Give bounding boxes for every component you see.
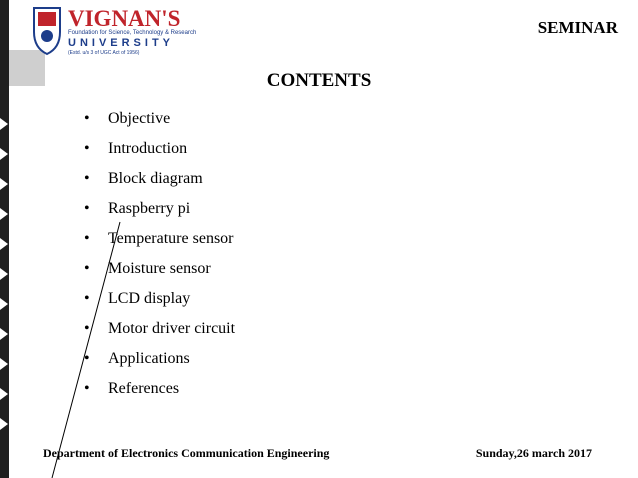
bullet-icon: •	[84, 140, 90, 157]
footer-date: Sunday,26 march 2017	[475, 446, 592, 460]
list-item-text: Moisture sensor	[108, 260, 211, 277]
list-item	[84, 257, 235, 287]
bullet-icon: •	[84, 290, 90, 307]
bullet-icon: •	[84, 110, 90, 127]
list-item-text: Temperature sensor	[108, 230, 234, 247]
list-item-text: References	[108, 380, 180, 397]
list-item	[84, 377, 235, 407]
bullet-icon: •	[84, 350, 90, 367]
slide-title: CONTENTS	[266, 70, 372, 91]
university-logo	[30, 2, 197, 58]
list-item	[84, 137, 235, 167]
svg-text:UNIVERSITY: UNIVERSITY	[68, 37, 175, 49]
list-item-text: Block diagram	[108, 170, 203, 187]
list-item	[84, 197, 235, 227]
seminar-label: SEMINAR	[537, 18, 618, 37]
list-item-text: LCD display	[108, 290, 191, 307]
list-item-text: Motor driver circuit	[108, 320, 236, 337]
list-item	[84, 167, 235, 197]
bullet-icon: •	[84, 230, 90, 247]
contents-list	[84, 107, 235, 407]
list-item	[84, 287, 235, 317]
svg-text:VIGNAN'S: VIGNAN'S	[68, 6, 181, 31]
list-item-text: Applications	[108, 350, 190, 367]
svg-text:(Estd. u/s 3 of UGC Act of 195: (Estd. u/s 3 of UGC Act of 1956)	[68, 50, 140, 56]
list-item	[84, 317, 235, 347]
footer-department: Department of Electronics Communication Engineering	[43, 446, 330, 460]
list-item	[84, 347, 235, 377]
list-item-text: Introduction	[108, 140, 188, 157]
list-item	[84, 227, 235, 257]
list-item-text: Raspberry pi	[108, 200, 191, 217]
bullet-icon: •	[84, 200, 90, 217]
list-item	[84, 107, 235, 137]
bullet-icon: •	[84, 320, 90, 337]
svg-text:Foundation for Science, Techno: Foundation for Science, Technology & Research	[68, 30, 197, 36]
list-item-text: Objective	[108, 110, 171, 127]
bullet-icon: •	[84, 260, 90, 277]
bullet-icon: •	[84, 380, 90, 397]
bullet-icon: •	[84, 170, 90, 187]
